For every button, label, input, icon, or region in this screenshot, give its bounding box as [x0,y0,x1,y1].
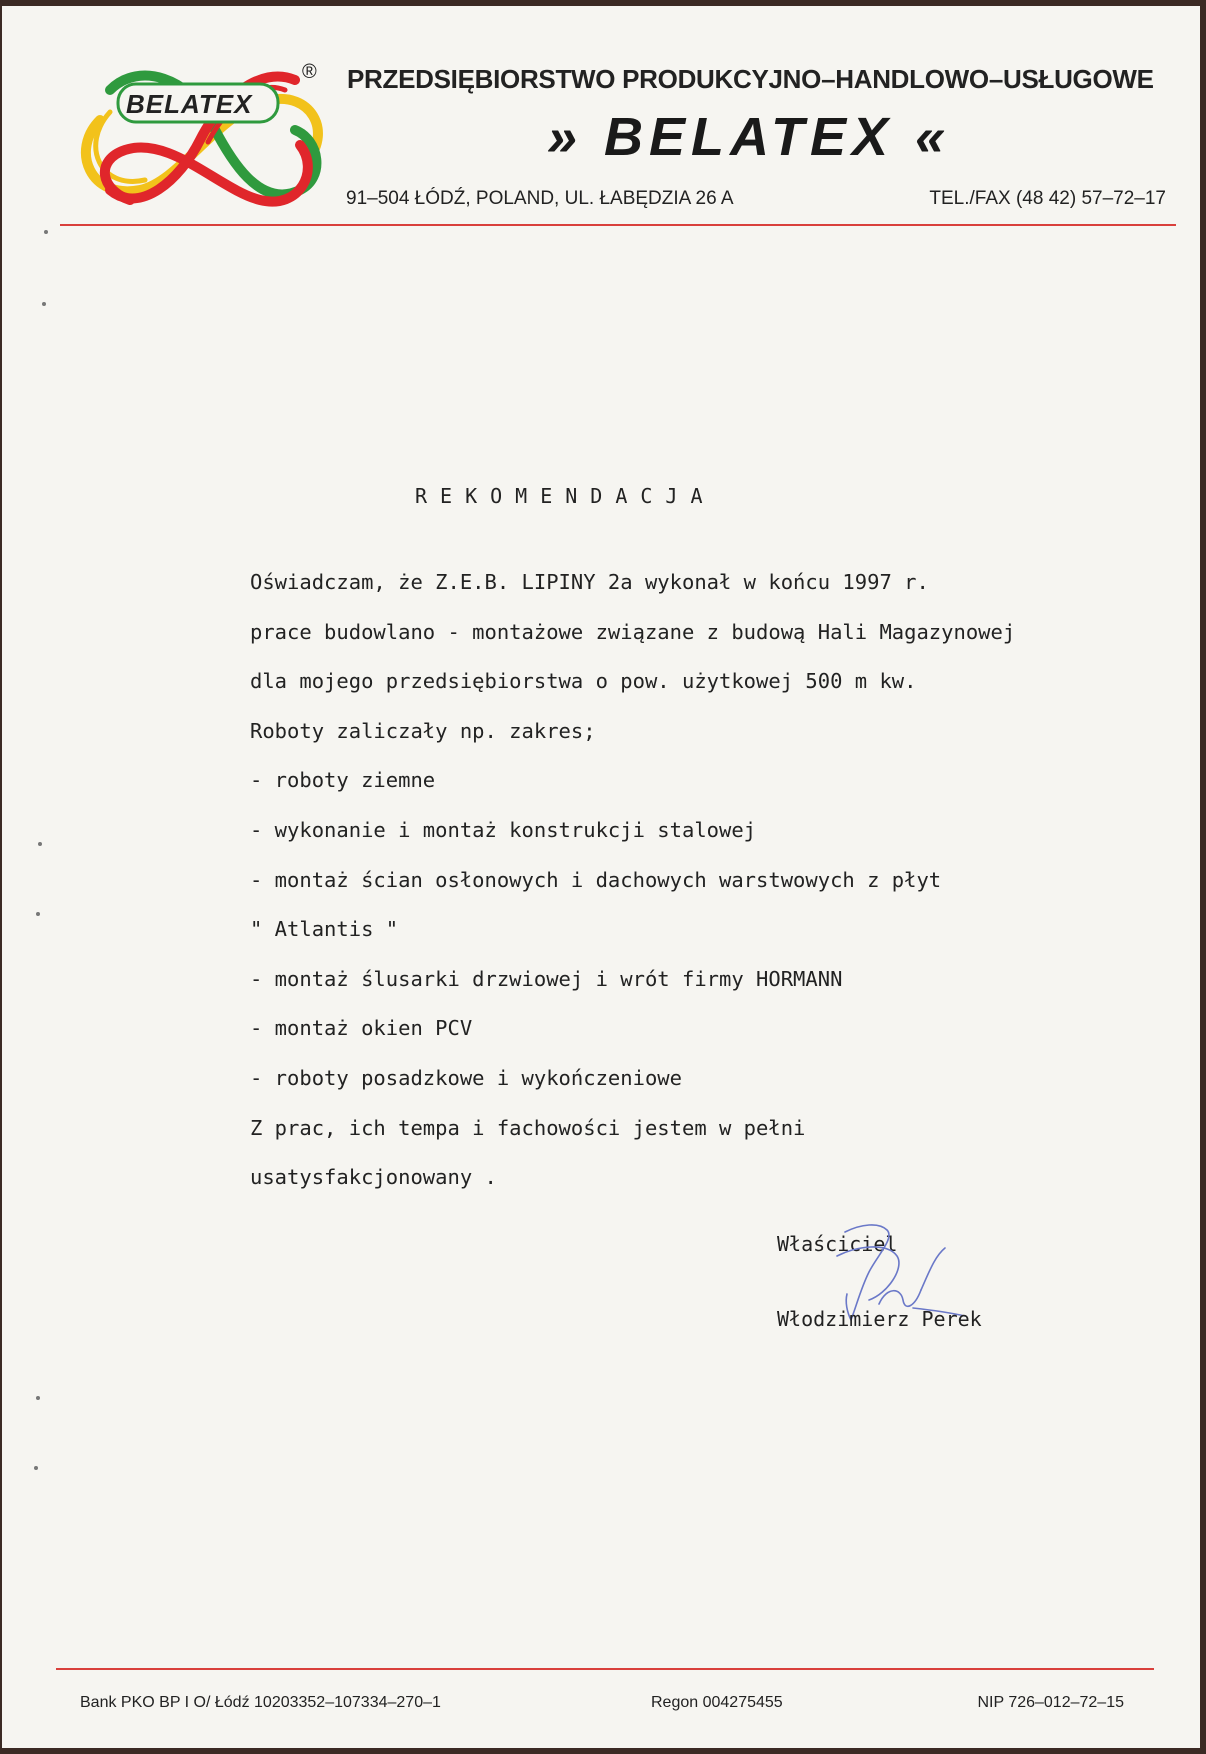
letter-line: Roboty zaliczały np. zakres; [250,718,596,743]
signatory-name: Włodzimierz Perek [777,1307,982,1331]
letter-page [2,6,1200,1748]
footer-divider [56,1668,1154,1670]
letter-line: usatysfakcjonowany . [250,1165,497,1190]
punch-mark [34,1466,38,1470]
punch-mark [42,302,46,306]
document-title: REKOMENDACJA [415,484,716,508]
signatory-role: Właściciel [777,1232,898,1256]
letter-line: Z prac, ich tempa i fachowości jestem w pełni [250,1115,806,1140]
letter-line: dla mojego przedsiębiorstwa o pow. użytkowej 500 m kw. [250,669,917,694]
company-telfax: TEL./FAX (48 42) 57–72–17 [929,188,1166,209]
header-divider [60,224,1176,226]
letter-body [250,558,1015,1203]
letter-line: - montaż ścian osłonowych i dachowych warstwowych z płyt [250,867,942,892]
belatex-logo [70,50,332,225]
company-address: 91–504 ŁÓDŹ, POLAND, UL. ŁABĘDZIA 26 A [346,188,734,209]
registered-mark: ® [302,61,317,83]
footer-nip: NIP 726–012–72–15 [977,1694,1124,1711]
letter-line: Oświadczam, że Z.E.B. LIPINY 2a wykonał w końcu 1997 r. [250,570,929,594]
letter-line: - montaż ślusarki drzwiowej i wrót firmy HORMANN [250,966,843,991]
letter-line: - montaż okien PCV [250,1016,473,1041]
footer-bank: Bank PKO BP I O/ Łódź 10203352–107334–270–1 [80,1694,441,1711]
footer-regon: Regon 004275455 [651,1694,783,1711]
letter-line: - roboty ziemne [250,768,436,793]
punch-mark [36,1396,40,1400]
letter-line: prace budowlano - montażowe związane z budową Hali Magazynowej [250,619,1016,644]
punch-mark [36,912,40,916]
letter-line: - roboty posadzkowe i wykończeniowe [250,1065,682,1090]
company-type: PRZEDSIĘBIORSTWO PRODUKCYJNO–HANDLOWO–USŁUGOWE [347,64,1154,94]
letter-line: - wykonanie i montaż konstrukcji stalowej [250,817,757,842]
company-name: » BELATEX « [547,107,952,167]
logo-wordmark: BELATEX [126,89,253,119]
punch-mark [44,230,48,234]
letter-line: " Atlantis " [250,917,399,942]
punch-mark [38,842,42,846]
